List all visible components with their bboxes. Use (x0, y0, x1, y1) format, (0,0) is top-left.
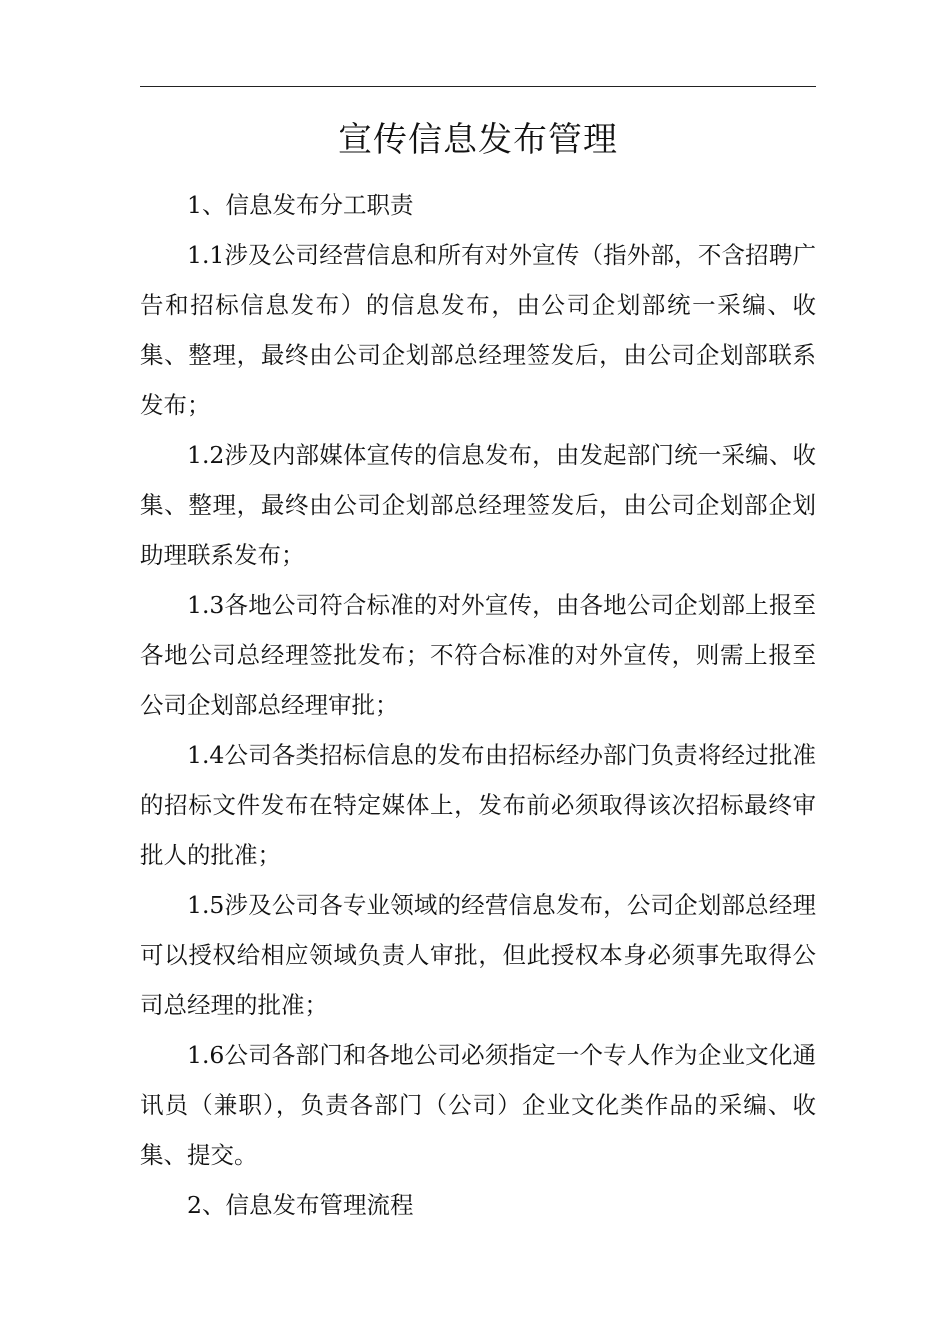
clause-1-4: 1.4公司各类招标信息的发布由招标经办部门负责将经过批准的招标文件发布在特定媒体上，发布前必须取得该次招标最终审批人的批准； (140, 741, 816, 869)
clause-1-5: 1.5涉及公司各专业领域的经营信息发布，公司企划部总经理可以授权给相应领域负责人审批，但此授权本身必须事先取得公司总经理的批准； (140, 891, 816, 1019)
section-heading-1: 1、信息发布分工职责 (187, 191, 414, 219)
document-body (140, 180, 816, 1230)
header-rule (140, 86, 816, 87)
document-title: 宣传信息发布管理 (338, 120, 618, 160)
clause-1-6: 1.6公司各部门和各地公司必须指定一个专人作为企业文化通讯员（兼职），负责各部门（公司）企业文化类作品的采编、收集、提交。 (140, 1041, 816, 1169)
clause-1-3: 1.3各地公司符合标准的对外宣传，由各地公司企划部上报至各地公司总经理签批发布；不符合标准的对外宣传，则需上报至公司企划部总经理审批； (140, 591, 816, 719)
clause-1-2: 1.2涉及内部媒体宣传的信息发布，由发起部门统一采编、收集、整理，最终由公司企划部总经理签发后，由公司企划部企划助理联系发布； (140, 441, 816, 569)
clause-1-1: 1.1涉及公司经营信息和所有对外宣传（指外部，不含招聘广告和招标信息发布）的信息发布，由公司企划部统一采编、收集、整理，最终由公司企划部总经理签发后，由公司企划部联系发布； (140, 241, 816, 419)
section-heading-2: 2、信息发布管理流程 (187, 1191, 414, 1219)
